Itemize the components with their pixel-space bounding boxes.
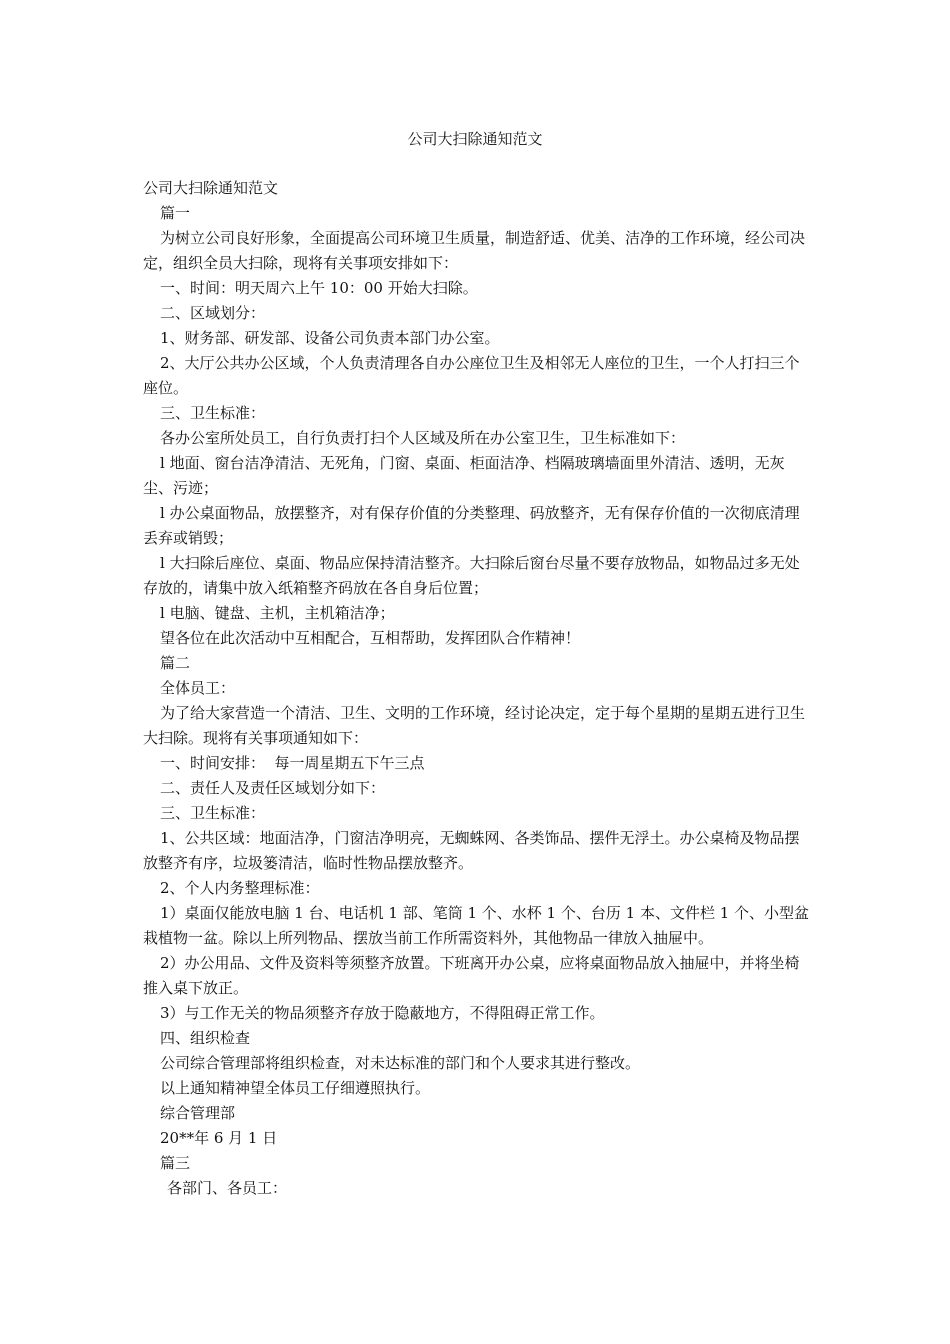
paragraph: 3）与工作无关的物品须整齐存放于隐蔽地方，不得阻碍正常工作。 [160, 1004, 605, 1022]
paragraph: 以上通知精神望全体员工仔细遵照执行。 [160, 1079, 431, 1097]
paragraph: 1、财务部、研发部、设备公司负责本部门办公室。 [160, 329, 500, 347]
signature-department: 综合管理部 [160, 1104, 236, 1122]
paragraph: 二、区域划分： [160, 304, 266, 322]
paragraph: 为了给大家营造一个清洁、卫生、文明的工作环境，经讨论决定，定于每个星期的星期五进行卫生大扫除。现将有关事项通知如下： [143, 704, 806, 747]
paragraph: 2、个人内务整理标准： [160, 879, 320, 897]
paragraph: 2）办公用品、文件及资料等须整齐放置。下班离开办公桌，应将桌面物品放入抽屉中，并将坐椅推入桌下放正。 [143, 954, 800, 997]
bullet-item: l 电脑、键盘、主机，主机箱洁净； [160, 604, 395, 622]
paragraph: 三、卫生标准： [160, 804, 266, 822]
paragraph: 三、卫生标准： [160, 404, 266, 422]
paragraph: 1）桌面仅能放电脑 1 台、电话机 1 部、笔筒 1 个、水杯 1 个、台历 1 本、文件栏 1 个、小型盆栽植物一盆。除以上所列物品、摆放当前工作所需资料外，其他物品一律放入抽屉中。 [143, 904, 810, 947]
paragraph: 二、责任人及责任区域划分如下： [160, 779, 386, 797]
section-label-2: 篇二 [160, 654, 191, 672]
paragraph: 全体员工： [160, 679, 236, 697]
paragraph: 一、时间：明天周六上午 10：00 开始大扫除。 [160, 279, 478, 297]
paragraph: 2、大厅公共办公区域，个人负责清理各自办公座位卫生及相邻无人座位的卫生，一个人打扫三个座位。 [143, 354, 800, 397]
paragraph: 四、组织检查 [160, 1029, 251, 1047]
document-title: 公司大扫除通知范文 [407, 130, 543, 148]
paragraph: 公司综合管理部将组织检查，对未达标准的部门和个人要求其进行整改。 [160, 1054, 641, 1072]
paragraph: 望各位在此次活动中互相配合，互相帮助，发挥团队合作精神！ [160, 629, 581, 647]
section-label-1: 篇一 [160, 204, 191, 222]
section-label-3: 篇三 [160, 1154, 191, 1172]
paragraph: 各办公室所处员工，自行负责打扫个人区域及所在办公室卫生，卫生标准如下： [160, 429, 686, 447]
paragraph: 1、公共区域：地面洁净，门窗洁净明亮，无蜘蛛网、各类饰品、摆件无浮土。办公桌椅及物品摆放整齐有序，垃圾篓清洁，临时性物品摆放整齐。 [143, 829, 800, 872]
signature-date: 20**年 6 月 1 日 [160, 1129, 278, 1147]
heading-line: 公司大扫除通知范文 [143, 179, 279, 197]
document-body [143, 176, 811, 1201]
bullet-item: l 地面、窗台洁净清洁、无死角，门窗、桌面、柜面洁净、档隔玻璃墙面里外清洁、透明，无灰尘、污迹； [143, 454, 785, 497]
paragraph: 各部门、各员工： [167, 1179, 288, 1197]
paragraph: 一、时间安排： 每一周星期五下午三点 [160, 754, 425, 772]
bullet-item: l 办公桌面物品，放摆整齐，对有保存价值的分类整理、码放整齐，无有保存价值的一次彻底清理丢弃或销毁； [143, 504, 800, 547]
paragraph: 为树立公司良好形象，全面提高公司环境卫生质量，制造舒适、优美、洁净的工作环境，经公司决定，组织全员大扫除，现将有关事项安排如下： [143, 229, 806, 272]
bullet-item: l 大扫除后座位、桌面、物品应保持清洁整齐。大扫除后窗台尽量不要存放物品，如物品过多无处存放的，请集中放入纸箱整齐码放在各自身后位置； [143, 554, 800, 597]
